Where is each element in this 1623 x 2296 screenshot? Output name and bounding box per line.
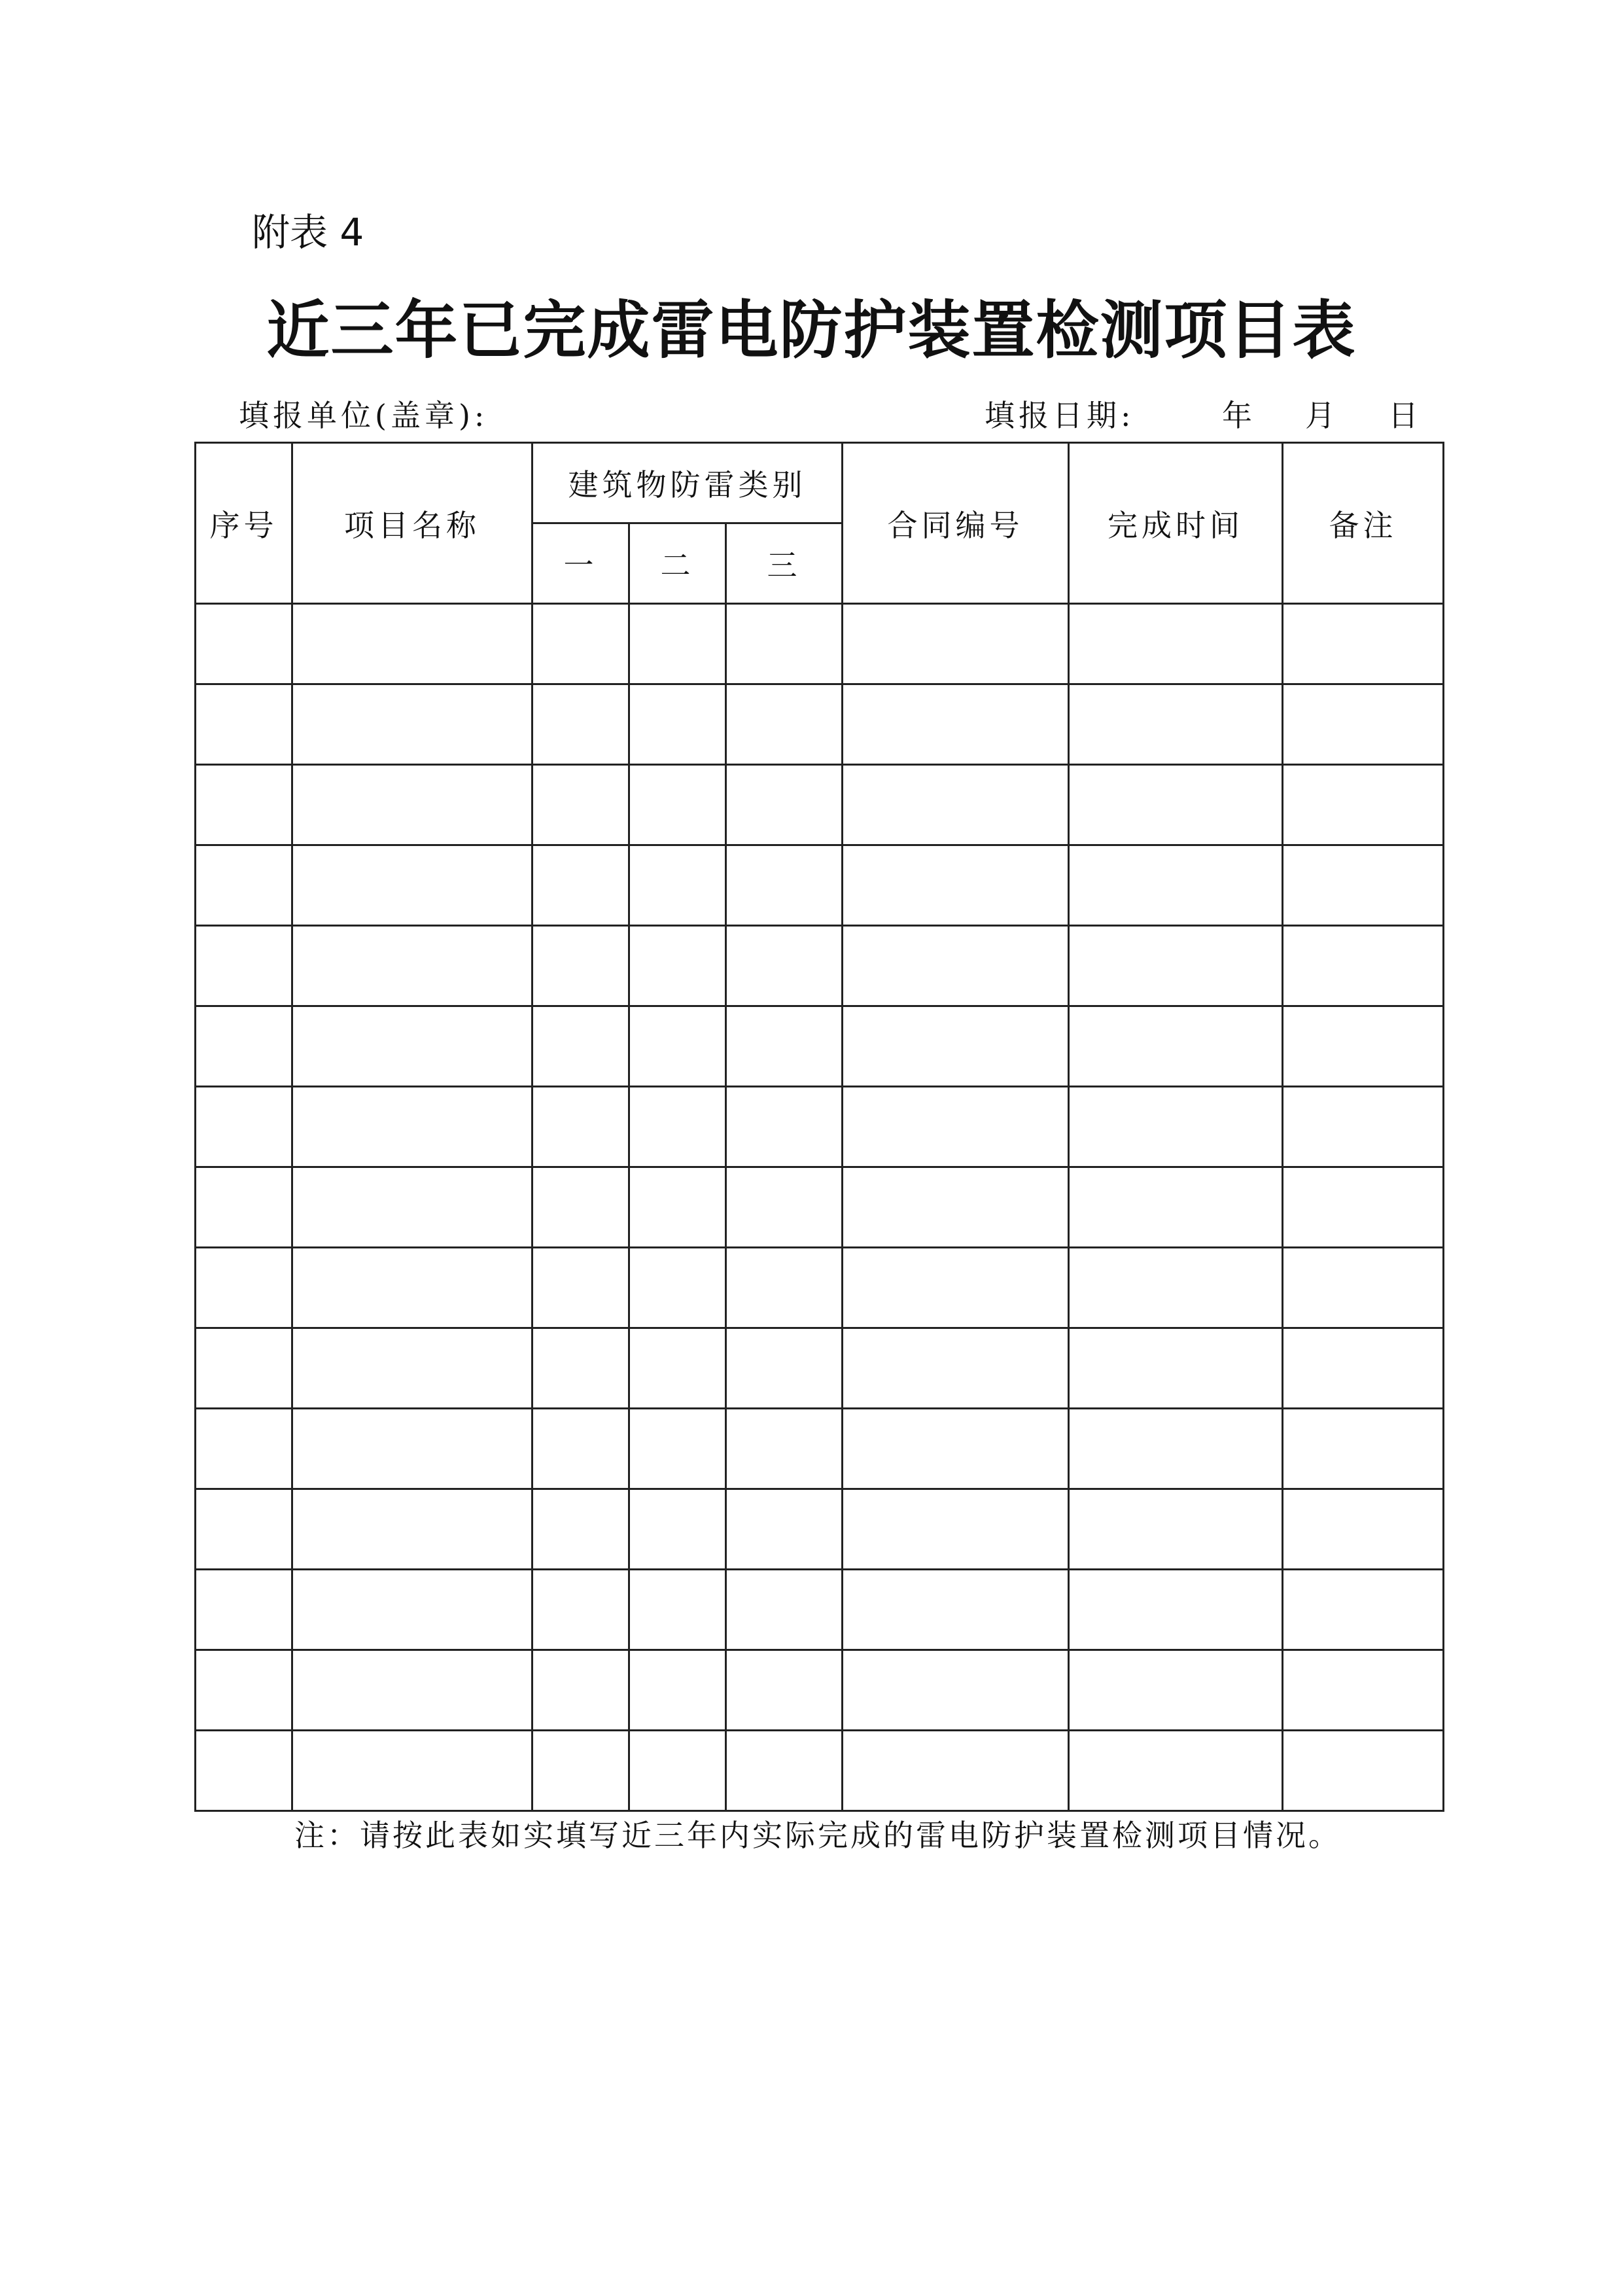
table-cell[interactable] bbox=[292, 1409, 532, 1489]
table-row bbox=[196, 1570, 1444, 1650]
table-cell[interactable] bbox=[843, 1409, 1069, 1489]
table-cell[interactable] bbox=[1283, 1570, 1444, 1650]
table-cell[interactable] bbox=[1283, 1248, 1444, 1328]
table-cell[interactable] bbox=[532, 1570, 629, 1650]
table-cell[interactable] bbox=[1069, 1570, 1283, 1650]
table-cell[interactable] bbox=[629, 926, 726, 1006]
table-cell[interactable] bbox=[629, 1087, 726, 1167]
table-cell[interactable] bbox=[629, 1570, 726, 1650]
table-cell[interactable] bbox=[1069, 1650, 1283, 1731]
table-row bbox=[196, 765, 1444, 845]
table-cell[interactable] bbox=[292, 1167, 532, 1248]
table-cell[interactable] bbox=[726, 1489, 843, 1570]
table-cell[interactable] bbox=[726, 1409, 843, 1489]
table-cell[interactable] bbox=[292, 1570, 532, 1650]
table-cell[interactable] bbox=[196, 926, 292, 1006]
table-cell[interactable] bbox=[292, 1731, 532, 1811]
table-cell[interactable] bbox=[629, 684, 726, 765]
table-row bbox=[196, 604, 1444, 684]
table-cell[interactable] bbox=[726, 1006, 843, 1087]
table-cell[interactable] bbox=[726, 1328, 843, 1409]
header-category-group: 建筑物防雷类别 bbox=[532, 443, 843, 523]
table-cell[interactable] bbox=[629, 1006, 726, 1087]
header-project-name: 项目名称 bbox=[292, 443, 532, 604]
table-cell[interactable] bbox=[726, 1650, 843, 1731]
table-cell[interactable] bbox=[843, 845, 1069, 926]
table-row bbox=[196, 1650, 1444, 1731]
table-cell[interactable] bbox=[292, 1006, 532, 1087]
table-cell[interactable] bbox=[1069, 1489, 1283, 1570]
table-cell[interactable] bbox=[292, 684, 532, 765]
table-cell[interactable] bbox=[196, 845, 292, 926]
table-cell[interactable] bbox=[1283, 1167, 1444, 1248]
table-row bbox=[196, 1409, 1444, 1489]
table-cell[interactable] bbox=[1069, 926, 1283, 1006]
table-cell[interactable] bbox=[1283, 1006, 1444, 1087]
header-completion-time: 完成时间 bbox=[1069, 443, 1283, 604]
table-cell[interactable] bbox=[532, 1409, 629, 1489]
table-row bbox=[196, 1248, 1444, 1328]
date-month-label: 月 bbox=[1305, 398, 1339, 433]
table-cell[interactable] bbox=[292, 1489, 532, 1570]
table-row bbox=[196, 684, 1444, 765]
table-cell[interactable] bbox=[196, 1248, 292, 1328]
table-cell[interactable] bbox=[726, 1731, 843, 1811]
table-cell[interactable] bbox=[532, 1087, 629, 1167]
table-cell[interactable] bbox=[292, 1087, 532, 1167]
table-cell[interactable] bbox=[196, 684, 292, 765]
table-cell[interactable] bbox=[726, 684, 843, 765]
table-cell[interactable] bbox=[1069, 1006, 1283, 1087]
date-day-label: 日 bbox=[1388, 398, 1422, 433]
fill-info-row bbox=[0, 393, 1623, 438]
table-cell[interactable] bbox=[629, 1489, 726, 1570]
table-cell[interactable] bbox=[726, 1570, 843, 1650]
table-cell[interactable] bbox=[196, 1006, 292, 1087]
table-cell[interactable] bbox=[196, 1087, 292, 1167]
header-category-3: 三 bbox=[726, 523, 843, 604]
table-cell[interactable] bbox=[1283, 1731, 1444, 1811]
table-cell[interactable] bbox=[196, 765, 292, 845]
table-cell[interactable] bbox=[1283, 684, 1444, 765]
table-cell[interactable] bbox=[532, 926, 629, 1006]
table-cell[interactable] bbox=[196, 1650, 292, 1731]
table-cell[interactable] bbox=[1069, 765, 1283, 845]
table-cell[interactable] bbox=[726, 1167, 843, 1248]
table-body bbox=[196, 604, 1444, 1811]
table-cell[interactable] bbox=[726, 604, 843, 684]
footnote: 注：请按此表如实填写近三年内实际完成的雷电防护装置检测项目情况。 bbox=[294, 1818, 1341, 1853]
table-cell[interactable] bbox=[843, 1570, 1069, 1650]
table-cell[interactable] bbox=[629, 1328, 726, 1409]
table-cell[interactable] bbox=[843, 1489, 1069, 1570]
table-cell[interactable] bbox=[629, 1248, 726, 1328]
header-category-2: 二 bbox=[629, 523, 726, 604]
table-cell[interactable] bbox=[843, 926, 1069, 1006]
page-title: 近三年已完成雷电防护装置检测项目表 bbox=[266, 293, 1357, 367]
table-cell[interactable] bbox=[532, 845, 629, 926]
table-cell[interactable] bbox=[1069, 1087, 1283, 1167]
date-year-label: 年 bbox=[1222, 398, 1256, 433]
table-cell[interactable] bbox=[1283, 765, 1444, 845]
table-cell[interactable] bbox=[292, 1248, 532, 1328]
table-cell[interactable] bbox=[532, 1489, 629, 1570]
table-row bbox=[196, 926, 1444, 1006]
table-cell[interactable] bbox=[629, 604, 726, 684]
table-row bbox=[196, 845, 1444, 926]
table-cell[interactable] bbox=[1283, 1489, 1444, 1570]
table-cell[interactable] bbox=[532, 1650, 629, 1731]
header-remarks: 备注 bbox=[1283, 443, 1444, 604]
table-cell[interactable] bbox=[196, 604, 292, 684]
table-cell[interactable] bbox=[196, 1731, 292, 1811]
table-cell[interactable] bbox=[1283, 1409, 1444, 1489]
table-cell[interactable] bbox=[1069, 1409, 1283, 1489]
table-cell[interactable] bbox=[629, 1650, 726, 1731]
table-cell[interactable] bbox=[629, 765, 726, 845]
table-cell[interactable] bbox=[726, 1087, 843, 1167]
table-cell[interactable] bbox=[843, 765, 1069, 845]
table-cell[interactable] bbox=[1069, 1328, 1283, 1409]
table-row bbox=[196, 1006, 1444, 1087]
table-cell[interactable] bbox=[726, 1248, 843, 1328]
table-cell[interactable] bbox=[532, 684, 629, 765]
table-cell[interactable] bbox=[843, 1087, 1069, 1167]
table-cell[interactable] bbox=[532, 1167, 629, 1248]
table-cell[interactable] bbox=[532, 1006, 629, 1087]
table-cell[interactable] bbox=[1283, 1328, 1444, 1409]
table-cell[interactable] bbox=[1283, 926, 1444, 1006]
table-cell[interactable] bbox=[532, 1328, 629, 1409]
table-cell[interactable] bbox=[629, 845, 726, 926]
date-label: 填报日期: bbox=[985, 398, 1135, 433]
table-row bbox=[196, 1489, 1444, 1570]
table-cell[interactable] bbox=[1283, 845, 1444, 926]
table-cell[interactable] bbox=[532, 604, 629, 684]
table-cell[interactable] bbox=[1069, 1167, 1283, 1248]
table-row bbox=[196, 1167, 1444, 1248]
table-cell[interactable] bbox=[726, 845, 843, 926]
table-cell[interactable] bbox=[1283, 1650, 1444, 1731]
table-cell[interactable] bbox=[1069, 1248, 1283, 1328]
project-table bbox=[194, 442, 1444, 1812]
table-cell[interactable] bbox=[196, 1167, 292, 1248]
table-cell[interactable] bbox=[196, 1328, 292, 1409]
table-cell[interactable] bbox=[292, 765, 532, 845]
table-cell[interactable] bbox=[843, 1167, 1069, 1248]
table-cell[interactable] bbox=[532, 765, 629, 845]
table-cell[interactable] bbox=[196, 1570, 292, 1650]
table-cell[interactable] bbox=[292, 604, 532, 684]
table-cell[interactable] bbox=[1069, 684, 1283, 765]
table-cell[interactable] bbox=[843, 1650, 1069, 1731]
table-cell[interactable] bbox=[843, 1248, 1069, 1328]
table-cell[interactable] bbox=[843, 684, 1069, 765]
table-row bbox=[196, 1087, 1444, 1167]
table-cell[interactable] bbox=[629, 1167, 726, 1248]
table-cell[interactable] bbox=[1069, 845, 1283, 926]
table-cell[interactable] bbox=[843, 1731, 1069, 1811]
table-cell[interactable] bbox=[1069, 1731, 1283, 1811]
table-cell[interactable] bbox=[196, 1409, 292, 1489]
table-cell[interactable] bbox=[532, 1731, 629, 1811]
table-cell[interactable] bbox=[292, 1650, 532, 1731]
table-row bbox=[196, 1328, 1444, 1409]
table-cell[interactable] bbox=[843, 604, 1069, 684]
header-category-1: 一 bbox=[532, 523, 629, 604]
table-cell[interactable] bbox=[843, 1006, 1069, 1087]
table-cell[interactable] bbox=[1283, 1087, 1444, 1167]
table-header-row bbox=[196, 443, 1444, 523]
table-cell[interactable] bbox=[292, 1328, 532, 1409]
table-row bbox=[196, 1731, 1444, 1811]
table-cell[interactable] bbox=[292, 926, 532, 1006]
table-cell[interactable] bbox=[726, 926, 843, 1006]
header-contract-no: 合同编号 bbox=[843, 443, 1069, 604]
table-cell[interactable] bbox=[629, 1731, 726, 1811]
table-cell[interactable] bbox=[843, 1328, 1069, 1409]
header-seq: 序号 bbox=[196, 443, 292, 604]
table-cell[interactable] bbox=[292, 845, 532, 926]
unit-label: 填报单位(盖章): bbox=[239, 398, 489, 433]
table-cell[interactable] bbox=[532, 1248, 629, 1328]
table-cell[interactable] bbox=[196, 1489, 292, 1570]
table-cell[interactable] bbox=[1283, 604, 1444, 684]
table-cell[interactable] bbox=[726, 765, 843, 845]
attachment-label: 附表 4 bbox=[252, 210, 364, 255]
table-cell[interactable] bbox=[629, 1409, 726, 1489]
table-cell[interactable] bbox=[1069, 604, 1283, 684]
